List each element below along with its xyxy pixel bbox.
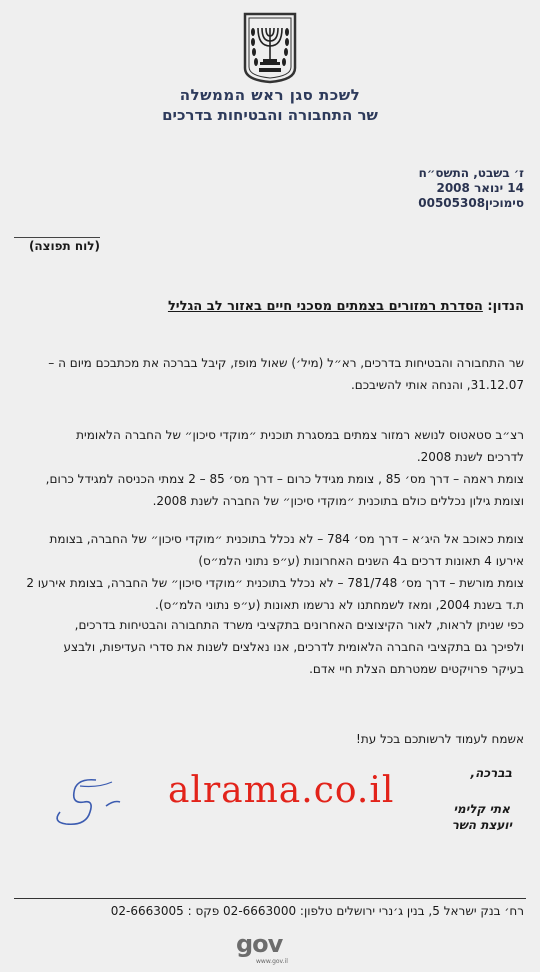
distribution-rule xyxy=(14,237,100,238)
body-line: 31.12.07, והנחה אותי להשיבכם. xyxy=(350,378,524,392)
body-line: צומת ראמה – דרך מס׳ 85 , צומת מגידל כרום – דרך מס׳ 85 – 2 צמתי הכניסה למגידל כרום, xyxy=(45,472,524,486)
body-line: בעיקר פרויקטים שמטרתם הצלת חיי אדם. xyxy=(309,662,524,676)
gov-logo-word: gov xyxy=(236,930,283,958)
body-line: צומת כאוכב אל היג׳א – דרך מס׳ 784 – לא נכלל בתוכנית ״מוקדי סיכון״ של החברה, בצומת xyxy=(49,532,524,546)
gregorian-date: 14 ינואר 2008 xyxy=(436,181,524,195)
hebrew-date: ז׳ בשבט, התשס״ח xyxy=(418,166,524,180)
office-title: לשכת סגן ראש הממשלה xyxy=(179,86,361,104)
footer-rule xyxy=(14,898,526,899)
handwritten-signature xyxy=(36,772,126,832)
signatory-title: יועצת השר xyxy=(451,818,512,832)
minister-title: שר התחבורה והבטיחות בדרכים xyxy=(162,106,378,124)
body-line: שר התחבורה והבטיחות בדרכים, רא״ל (מיל׳) שאול מופז, קיבל בברכה את מכתבכם מיום ה – xyxy=(48,356,524,370)
distribution-list xyxy=(14,239,100,253)
body-line: ת.ד בשנת 2004, ומאז לשמחתנו לא נרשמו תאונות (ע״פ נתוני הלמ״ס). xyxy=(155,598,524,612)
body-line: לדרכים לשנת 2008. xyxy=(416,450,524,464)
body-line: רצ״ב סטאטוס לנושא רמזור צמתים במסגרת תוכנית ״מוקדי סיכון״ של החברה הלאומית xyxy=(76,428,524,442)
body-line: אירעו 4 תאונות דרכים ב4 השנים האחרונות (ע״פ נתוני הלמ״ס) xyxy=(198,554,524,568)
signatory-name: אתי קלימי xyxy=(453,802,510,816)
subject-text: הסדרת רמזורים בצמתים מסכני חיים באזור לב הגליל xyxy=(167,299,483,314)
gov-logo xyxy=(236,930,306,970)
closing-line: אשמח לעמוד לרשותכם בכל עת! xyxy=(356,732,524,746)
body-line: ולפיכך גם בתקציבי החברה הלאומית לדרכים, אנו נאלצים לשנות את סדרי העדיפות, ולבצע xyxy=(63,640,524,654)
state-emblem-icon xyxy=(241,10,299,84)
site-watermark: alrama.co.il xyxy=(168,770,395,811)
signature-greeting: בברכה, xyxy=(470,766,512,780)
subject-label: הנדון: xyxy=(487,299,524,314)
body-line: וצומת גילון נכללים כולם בתוכנית ״מוקדי סיכון״ של החברה לשנת 2008. xyxy=(152,494,524,508)
gov-logo-url: www.gov.il xyxy=(256,958,288,965)
subject-line xyxy=(16,299,524,314)
body-line: צומת מורשת – דרך מס׳ 781/748 – לא נכלל בתוכנית ״מוקדי סיכון״ של החברה, בצומת אירעו 2 xyxy=(26,576,524,590)
reference-number: סימוכין00505308 xyxy=(418,196,524,210)
distribution-label: (לוח תפוצה) xyxy=(28,239,100,253)
body-line: כפי שניתן לראות, לאור הקיצוצים האחרונים בתקציבי משרד התחבורה והבטיחות בדרכים, xyxy=(74,618,524,632)
footer-address: רח׳ בנק ישראל 5, בנין ג׳נרי ירושלים טלפון: 02-6663000 פקס : 02-6663005 xyxy=(110,904,524,918)
